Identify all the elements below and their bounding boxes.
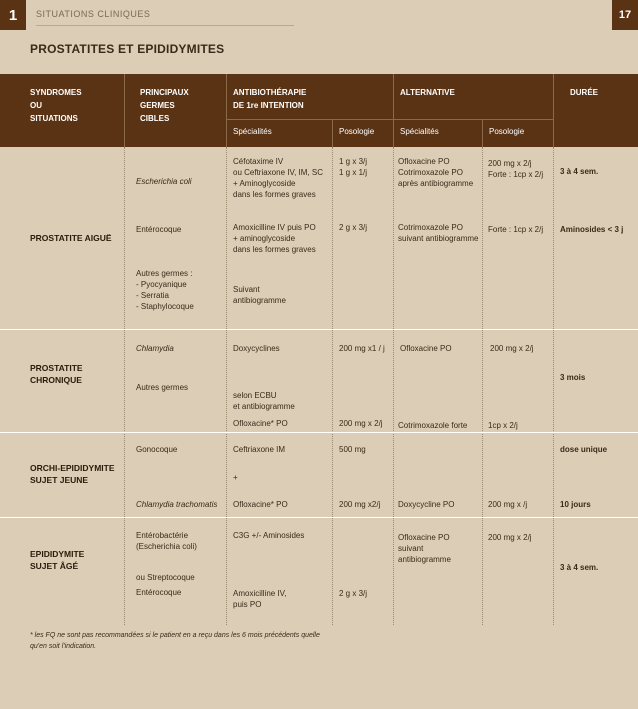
syndrome-prostatite-chronique: PROSTATITE CHRONIQUE xyxy=(30,363,83,385)
poso-ceftriaxone: 500 mg xyxy=(339,445,366,454)
poso-doxycyclines: 200 mg x1 / j xyxy=(339,344,385,353)
germ-gonocoque: Gonocoque xyxy=(136,445,178,454)
syndrome-epididymite: EPIDIDYMITE SUJET ÂGÉ xyxy=(30,549,85,571)
poso-amoxicilline-epidid: 2 g x 3/j xyxy=(339,589,368,598)
germ-autres: Autres germes : - Pyocyanique - Serratia - Staphylocoque xyxy=(136,269,194,311)
table-body xyxy=(0,147,638,625)
subheader-posologie-1: Posologie xyxy=(339,127,375,136)
chapter-title: SITUATIONS CLINIQUES xyxy=(36,9,151,19)
duree-dose-unique: dose unique xyxy=(560,445,608,454)
top-bar xyxy=(0,0,638,30)
spec-amoxicilline-epidid: Amoxicilline IV, puis PO xyxy=(233,589,287,609)
alt-ofloxacine-epidid: Ofloxacine PO suivant antibiogramme xyxy=(398,533,451,564)
duree-epididymite: 3 à 4 sem. xyxy=(560,563,599,572)
spec-c3g: C3G +/- Aminosides xyxy=(233,531,305,540)
spec-selon-ecbu: selon ECBU et antibiogramme xyxy=(233,391,295,411)
duree-aigue: 3 à 4 sem. xyxy=(560,167,599,176)
syndrome-prostatite-aigue: PROSTATITE AIGUË xyxy=(30,233,112,243)
page-title: PROSTATITES ET EPIDIDYMITES xyxy=(30,42,225,56)
germ-enterocoque: Entérocoque xyxy=(136,225,182,234)
spec-cefotaxime: Céfotaxime IV ou Ceftriaxone IV, IM, SC + Aminoglycoside dans les formes graves xyxy=(233,157,323,199)
poso-cefotaxime: 1 g x 3/j 1 g x 1/j xyxy=(339,157,368,177)
altposo-ofloxacine-chronique: 200 mg x 2/j xyxy=(490,344,534,353)
altposo-doxycycline: 200 mg x /j xyxy=(488,500,528,509)
subheader-posologie-2: Posologie xyxy=(489,127,525,136)
subheader-specialites-2: Spécialités xyxy=(400,127,439,136)
altposo-cotrimoxazole-forte: 1cp x 2/j xyxy=(488,421,518,430)
table-header xyxy=(0,74,638,147)
altposo-ofloxacine: 200 mg x 2/j Forte : 1cp x 2/j xyxy=(488,159,544,179)
germ-chlamydia-trachomatis: Chlamydia trachomatis xyxy=(136,500,218,509)
alt-doxycycline: Doxycycline PO xyxy=(398,500,455,509)
plus-sign: + xyxy=(233,473,238,482)
duree-chronique: 3 mois xyxy=(560,373,586,382)
header-syndromes: SYNDROMES OU SITUATIONS xyxy=(30,88,82,123)
footnote: * les FQ ne sont pas recommandées si le patient en a reçu dans les 6 mois précédents quelle qu'en soit l'indication. xyxy=(30,632,320,650)
germ-streptocoque: ou Streptocoque Entérocoque xyxy=(136,573,195,597)
alt-cotrimoxazole: Cotrimoxazole PO suivant antibiogramme xyxy=(398,223,479,243)
germ-chlamydia: Chlamydia xyxy=(136,344,174,353)
syndrome-orchi-epididymite: ORCHI-EPIDIDYMITE SUJET JEUNE xyxy=(30,463,115,485)
altposo-ofloxacine-epidid: 200 mg x 2/j xyxy=(488,533,532,542)
spec-ofloxacine-chronique: Ofloxacine* PO xyxy=(233,419,288,428)
poso-amoxicilline: 2 g x 3/j xyxy=(339,223,368,232)
spec-ceftriaxone: Ceftriaxone IM xyxy=(233,445,286,454)
germ-autres-germes: Autres germes xyxy=(136,383,189,392)
spec-antibiogramme: Suivant antibiogramme xyxy=(233,285,286,305)
alt-cotrimoxazole-forte: Cotrimoxazole forte xyxy=(398,421,468,430)
chapter-rule xyxy=(36,25,294,26)
poso-ofloxacine-chronique: 200 mg x 2/j xyxy=(339,419,383,428)
germ-enterobacterie: Entérobactérie (Escherichia coli) xyxy=(136,531,197,551)
duree-10-jours: 10 jours xyxy=(560,500,591,509)
spec-ofloxacine-orchi: Ofloxacine* PO xyxy=(233,500,288,509)
header-germes: PRINCIPAUX GERMES CIBLES xyxy=(140,88,189,123)
alt-ofloxacine: Ofloxacine PO Cotrimoxazole PO après antibiogramme xyxy=(398,157,474,188)
alt-ofloxacine-chronique: Ofloxacine PO xyxy=(400,344,452,353)
spec-amoxicilline: Amoxicilline IV puis PO + aminoglycoside dans les formes graves xyxy=(233,223,316,254)
altposo-cotrimoxazole: Forte : 1cp x 2/j xyxy=(488,225,544,234)
page-number: 17 xyxy=(612,0,638,30)
subheader-specialites-1: Spécialités xyxy=(233,127,272,136)
duree-aminosides: Aminosides < 3 j xyxy=(560,225,624,234)
germ-ecoli: Escherichia coli xyxy=(136,177,192,186)
header-antibiotherapie: ANTIBIOTHÉRAPIE DE 1re INTENTION xyxy=(233,88,307,110)
header-alternative: ALTERNATIVE xyxy=(400,88,455,97)
chapter-number: 1 xyxy=(0,0,26,30)
spec-doxycyclines: Doxycyclines xyxy=(233,344,280,353)
poso-ofloxacine-orchi: 200 mg x2/j xyxy=(339,500,381,509)
header-duree: DURÉE xyxy=(570,88,599,97)
